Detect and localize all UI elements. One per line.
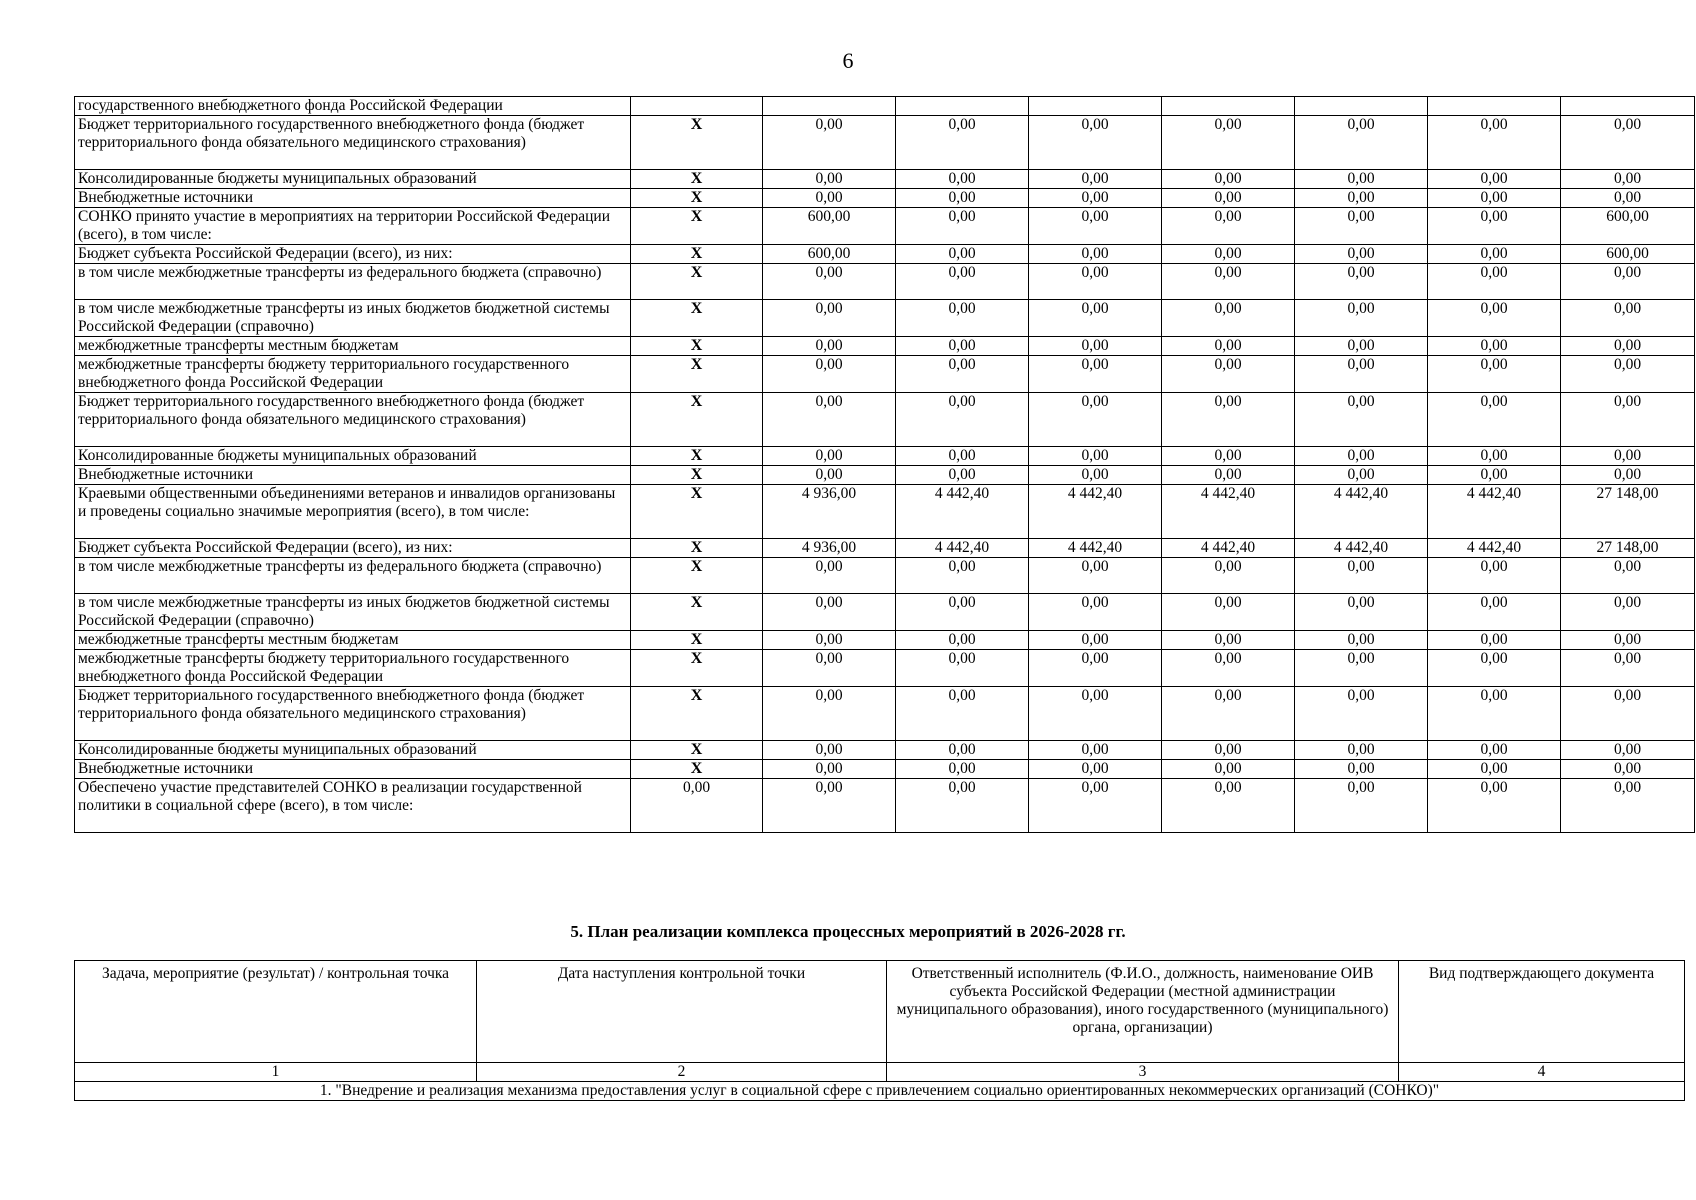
row-name: государственного внебюджетного фонда Российской Федерации <box>75 97 631 116</box>
plan-table <box>74 960 1685 1101</box>
value-cell: 0,00 <box>1295 687 1428 741</box>
value-cell: 0,00 <box>1162 208 1295 245</box>
row-mark: X <box>631 539 763 558</box>
value-cell: 0,00 <box>763 447 896 466</box>
row-name: Консолидированные бюджеты муниципальных образований <box>75 447 631 466</box>
value-cell: 600,00 <box>763 245 896 264</box>
page-number: 6 <box>842 48 854 73</box>
value-cell: 0,00 <box>896 189 1029 208</box>
value-cell: 0,00 <box>896 760 1029 779</box>
value-cell: 0,00 <box>1295 558 1428 594</box>
table-row <box>75 189 1695 208</box>
value-cell: 0,00 <box>1295 170 1428 189</box>
value-cell: 0,00 <box>896 741 1029 760</box>
value-cell: 0,00 <box>1428 356 1561 393</box>
table-row <box>75 687 1695 741</box>
header-document: Вид подтверждающего документа <box>1399 961 1685 1063</box>
plan-number-row <box>75 1063 1685 1082</box>
row-mark: X <box>631 650 763 687</box>
row-name: Консолидированные бюджеты муниципальных образований <box>75 170 631 189</box>
value-cell: 0,00 <box>763 631 896 650</box>
value-cell: 0,00 <box>1428 558 1561 594</box>
value-cell: 0,00 <box>1029 337 1162 356</box>
value-cell: 4 442,40 <box>1162 485 1295 539</box>
value-cell: 0,00 <box>1561 760 1695 779</box>
value-cell: 0,00 <box>763 189 896 208</box>
value-cell: 0,00 <box>1561 687 1695 741</box>
header-date: Дата наступления контрольной точки <box>477 961 887 1063</box>
value-cell: 0,00 <box>763 779 896 833</box>
row-name: Краевыми общественными объединениями ветеранов и инвалидов организованы и проведены социально значимые мероприятия (всего), в том числе: <box>75 485 631 539</box>
value-cell: 4 442,40 <box>1162 539 1295 558</box>
value-cell: 0,00 <box>763 264 896 300</box>
value-cell: 0,00 <box>763 760 896 779</box>
col-number: 4 <box>1399 1063 1685 1082</box>
value-cell: 0,00 <box>763 594 896 631</box>
table-row <box>75 631 1695 650</box>
value-cell: 0,00 <box>1295 116 1428 170</box>
table-row <box>75 264 1695 300</box>
table-row <box>75 245 1695 264</box>
value-cell: 0,00 <box>1295 337 1428 356</box>
value-cell: 0,00 <box>1561 779 1695 833</box>
value-cell: 0,00 <box>1295 447 1428 466</box>
value-cell: 0,00 <box>1162 264 1295 300</box>
value-cell: 0,00 <box>1561 594 1695 631</box>
value-cell: 0,00 <box>896 337 1029 356</box>
row-mark: X <box>631 687 763 741</box>
value-cell: 0,00 <box>1561 466 1695 485</box>
value-cell: 0,00 <box>896 466 1029 485</box>
value-cell: 0,00 <box>1561 393 1695 447</box>
row-name: в том числе межбюджетные трансферты из федерального бюджета (справочно) <box>75 264 631 300</box>
value-cell: 600,00 <box>1561 245 1695 264</box>
table-row <box>75 300 1695 337</box>
row-mark: X <box>631 337 763 356</box>
value-cell: 0,00 <box>896 687 1029 741</box>
value-cell: 4 442,40 <box>896 539 1029 558</box>
value-cell: 4 936,00 <box>763 485 896 539</box>
value-cell: 0,00 <box>763 558 896 594</box>
row-name: Бюджет территориального государственного внебюджетного фонда (бюджет территориального фонда обязательного медицинского страхования) <box>75 116 631 170</box>
row-mark: X <box>631 300 763 337</box>
value-cell: 0,00 <box>1428 170 1561 189</box>
value-cell: 0,00 <box>896 650 1029 687</box>
value-cell: 0,00 <box>1029 356 1162 393</box>
value-cell: 0,00 <box>1295 189 1428 208</box>
value-cell: 0,00 <box>1162 466 1295 485</box>
row-name: Бюджет субъекта Российской Федерации (всего), из них: <box>75 539 631 558</box>
value-cell: 0,00 <box>763 337 896 356</box>
value-cell: 0,00 <box>1029 779 1162 833</box>
value-cell: 0,00 <box>1295 208 1428 245</box>
value-cell: 0,00 <box>1295 466 1428 485</box>
value-cell: 0,00 <box>763 356 896 393</box>
plan-header-row <box>75 961 1685 1063</box>
table-row <box>75 356 1695 393</box>
table-row <box>75 447 1695 466</box>
value-cell: 0,00 <box>1561 558 1695 594</box>
value-cell: 0,00 <box>1029 245 1162 264</box>
value-cell: 0,00 <box>1561 189 1695 208</box>
table-row <box>75 539 1695 558</box>
value-cell: 0,00 <box>1162 300 1295 337</box>
row-mark: X <box>631 631 763 650</box>
table-row <box>75 558 1695 594</box>
value-cell: 0,00 <box>1561 447 1695 466</box>
value-cell: 0,00 <box>1029 760 1162 779</box>
row-mark: X <box>631 116 763 170</box>
value-cell: 600,00 <box>763 208 896 245</box>
value-cell: 0,00 <box>1428 631 1561 650</box>
task-cell: 1. "Внедрение и реализация механизма предоставления услуг в социальной сфере с привлечением социально ориентированных некоммерческих организаций (СОНКО)" <box>75 1082 1685 1101</box>
value-cell: 0,00 <box>1162 337 1295 356</box>
table-row <box>75 393 1695 447</box>
table-row <box>75 650 1695 687</box>
row-name: Бюджет территориального государственного внебюджетного фонда (бюджет территориального фонда обязательного медицинского страхования) <box>75 687 631 741</box>
value-cell: 0,00 <box>1029 558 1162 594</box>
value-cell: 0,00 <box>763 650 896 687</box>
table-row <box>75 208 1695 245</box>
value-cell: 0,00 <box>1029 393 1162 447</box>
value-cell: 0,00 <box>1428 741 1561 760</box>
value-cell: 0,00 <box>896 393 1029 447</box>
value-cell: 4 442,40 <box>1029 485 1162 539</box>
row-mark: X <box>631 393 763 447</box>
value-cell: 0,00 <box>1162 447 1295 466</box>
value-cell: 0,00 <box>1295 300 1428 337</box>
value-cell: 0,00 <box>1162 558 1295 594</box>
value-cell: 0,00 <box>1029 189 1162 208</box>
value-cell: 0,00 <box>763 170 896 189</box>
value-cell: 0,00 <box>1162 116 1295 170</box>
value-cell: 0,00 <box>1561 741 1695 760</box>
value-cell: 0,00 <box>1428 245 1561 264</box>
value-cell <box>1295 97 1428 116</box>
row-mark: X <box>631 594 763 631</box>
table-row <box>75 741 1695 760</box>
row-name: Обеспечено участие представителей СОНКО в реализации государственной политики в социальной сфере (всего), в том числе: <box>75 779 631 833</box>
row-mark: X <box>631 208 763 245</box>
value-cell: 0,00 <box>1428 393 1561 447</box>
value-cell <box>1561 97 1695 116</box>
value-cell: 0,00 <box>1295 779 1428 833</box>
value-cell: 0,00 <box>1428 189 1561 208</box>
row-mark: X <box>631 558 763 594</box>
value-cell: 0,00 <box>1561 170 1695 189</box>
value-cell: 4 936,00 <box>763 539 896 558</box>
row-name: межбюджетные трансферты бюджету территориального государственного внебюджетного фонда Российской Федерации <box>75 650 631 687</box>
value-cell: 0,00 <box>1295 760 1428 779</box>
row-mark: X <box>631 741 763 760</box>
value-cell: 0,00 <box>1029 650 1162 687</box>
row-mark: X <box>631 356 763 393</box>
row-name: в том числе межбюджетные трансферты из федерального бюджета (справочно) <box>75 558 631 594</box>
value-cell: 0,00 <box>896 170 1029 189</box>
value-cell: 0,00 <box>763 300 896 337</box>
value-cell: 0,00 <box>1029 116 1162 170</box>
row-mark: X <box>631 245 763 264</box>
value-cell: 0,00 <box>1029 594 1162 631</box>
value-cell: 0,00 <box>1162 189 1295 208</box>
header-responsible: Ответственный исполнитель (Ф.И.О., должность, наименование ОИВ субъекта Российской Федерации (местной администрации муниципального образования), иного государственного (муниципального) органа, организации) <box>887 961 1399 1063</box>
value-cell <box>896 97 1029 116</box>
value-cell: 0,00 <box>1029 447 1162 466</box>
row-name: в том числе межбюджетные трансферты из иных бюджетов бюджетной системы Российской Федерации (справочно) <box>75 300 631 337</box>
value-cell: 0,00 <box>896 558 1029 594</box>
value-cell: 0,00 <box>1561 300 1695 337</box>
value-cell <box>763 97 896 116</box>
value-cell: 0,00 <box>763 741 896 760</box>
value-cell: 0,00 <box>896 245 1029 264</box>
table-row <box>75 170 1695 189</box>
table-row <box>75 594 1695 631</box>
value-cell: 0,00 <box>1295 245 1428 264</box>
value-cell: 0,00 <box>896 594 1029 631</box>
row-name: Консолидированные бюджеты муниципальных образований <box>75 741 631 760</box>
value-cell: 0,00 <box>896 264 1029 300</box>
row-name: Бюджет территориального государственного внебюджетного фонда (бюджет территориального фонда обязательного медицинского страхования) <box>75 393 631 447</box>
table-row <box>75 116 1695 170</box>
value-cell: 0,00 <box>1428 760 1561 779</box>
value-cell: 0,00 <box>1029 208 1162 245</box>
row-name: межбюджетные трансферты местным бюджетам <box>75 337 631 356</box>
value-cell: 0,00 <box>1428 337 1561 356</box>
col-number: 3 <box>887 1063 1399 1082</box>
row-mark: X <box>631 189 763 208</box>
value-cell: 0,00 <box>896 356 1029 393</box>
value-cell: 4 442,40 <box>1428 485 1561 539</box>
value-cell: 0,00 <box>1295 264 1428 300</box>
row-mark: 0,00 <box>631 779 763 833</box>
row-name: межбюджетные трансферты местным бюджетам <box>75 631 631 650</box>
value-cell: 0,00 <box>1295 393 1428 447</box>
table-row <box>75 760 1695 779</box>
table-row <box>75 466 1695 485</box>
value-cell: 0,00 <box>1162 779 1295 833</box>
value-cell: 0,00 <box>1029 264 1162 300</box>
value-cell: 0,00 <box>1162 170 1295 189</box>
table-row <box>75 779 1695 833</box>
value-cell: 0,00 <box>1295 594 1428 631</box>
header-task: Задача, мероприятие (результат) / контрольная точка <box>75 961 477 1063</box>
value-cell: 0,00 <box>1295 650 1428 687</box>
plan-task-row <box>75 1082 1685 1101</box>
value-cell: 0,00 <box>1162 356 1295 393</box>
value-cell: 0,00 <box>1029 741 1162 760</box>
value-cell: 0,00 <box>1162 393 1295 447</box>
value-cell: 0,00 <box>1162 594 1295 631</box>
value-cell: 0,00 <box>1561 337 1695 356</box>
row-name: Внебюджетные источники <box>75 760 631 779</box>
row-name: Бюджет субъекта Российской Федерации (всего), из них: <box>75 245 631 264</box>
row-mark: X <box>631 485 763 539</box>
row-mark: X <box>631 264 763 300</box>
value-cell: 0,00 <box>1428 264 1561 300</box>
value-cell: 0,00 <box>1428 300 1561 337</box>
row-name: межбюджетные трансферты бюджету территориального государственного внебюджетного фонда Российской Федерации <box>75 356 631 393</box>
value-cell: 0,00 <box>1561 650 1695 687</box>
value-cell: 0,00 <box>1029 687 1162 741</box>
row-mark: X <box>631 466 763 485</box>
value-cell: 0,00 <box>1428 650 1561 687</box>
value-cell: 0,00 <box>1428 779 1561 833</box>
value-cell: 0,00 <box>1295 631 1428 650</box>
value-cell: 0,00 <box>1428 687 1561 741</box>
value-cell: 0,00 <box>1162 650 1295 687</box>
value-cell: 0,00 <box>1428 116 1561 170</box>
value-cell: 0,00 <box>763 393 896 447</box>
value-cell: 0,00 <box>1029 300 1162 337</box>
row-name: СОНКО принято участие в мероприятиях на территории Российской Федерации (всего), в том числе: <box>75 208 631 245</box>
value-cell: 0,00 <box>1428 208 1561 245</box>
value-cell: 0,00 <box>1561 264 1695 300</box>
value-cell: 0,00 <box>763 687 896 741</box>
row-name: Внебюджетные источники <box>75 189 631 208</box>
value-cell: 0,00 <box>1428 447 1561 466</box>
value-cell: 0,00 <box>896 208 1029 245</box>
finance-table <box>74 96 1695 833</box>
value-cell: 4 442,40 <box>1295 485 1428 539</box>
value-cell: 0,00 <box>1428 594 1561 631</box>
col-number: 1 <box>75 1063 477 1082</box>
row-name: Внебюджетные источники <box>75 466 631 485</box>
row-mark: X <box>631 760 763 779</box>
col-number: 2 <box>477 1063 887 1082</box>
row-name: в том числе межбюджетные трансферты из иных бюджетов бюджетной системы Российской Федерации (справочно) <box>75 594 631 631</box>
value-cell: 0,00 <box>1162 687 1295 741</box>
table-row <box>75 337 1695 356</box>
value-cell: 0,00 <box>1029 170 1162 189</box>
value-cell: 0,00 <box>1295 741 1428 760</box>
value-cell: 27 148,00 <box>1561 485 1695 539</box>
value-cell: 0,00 <box>1162 245 1295 264</box>
value-cell: 0,00 <box>896 779 1029 833</box>
value-cell: 4 442,40 <box>1428 539 1561 558</box>
value-cell: 600,00 <box>1561 208 1695 245</box>
value-cell: 0,00 <box>1428 466 1561 485</box>
value-cell: 0,00 <box>1029 631 1162 650</box>
section-title: 5. План реализации комплекса процессных мероприятий в 2026-2028 гг. <box>570 922 1126 941</box>
value-cell: 0,00 <box>1561 116 1695 170</box>
value-cell: 0,00 <box>896 116 1029 170</box>
value-cell <box>1029 97 1162 116</box>
value-cell: 0,00 <box>1162 760 1295 779</box>
row-mark: X <box>631 447 763 466</box>
table-row <box>75 97 1695 116</box>
value-cell <box>1162 97 1295 116</box>
value-cell: 4 442,40 <box>1029 539 1162 558</box>
value-cell: 0,00 <box>896 631 1029 650</box>
table-row <box>75 485 1695 539</box>
row-mark <box>631 97 763 116</box>
value-cell: 0,00 <box>1295 356 1428 393</box>
value-cell: 0,00 <box>763 116 896 170</box>
value-cell: 4 442,40 <box>1295 539 1428 558</box>
row-mark: X <box>631 170 763 189</box>
value-cell: 0,00 <box>1162 631 1295 650</box>
value-cell: 0,00 <box>896 447 1029 466</box>
value-cell: 4 442,40 <box>896 485 1029 539</box>
value-cell <box>1428 97 1561 116</box>
value-cell: 0,00 <box>1561 631 1695 650</box>
value-cell: 0,00 <box>763 466 896 485</box>
value-cell: 0,00 <box>1029 466 1162 485</box>
value-cell: 0,00 <box>1561 356 1695 393</box>
value-cell: 0,00 <box>1162 741 1295 760</box>
value-cell: 27 148,00 <box>1561 539 1695 558</box>
value-cell: 0,00 <box>896 300 1029 337</box>
